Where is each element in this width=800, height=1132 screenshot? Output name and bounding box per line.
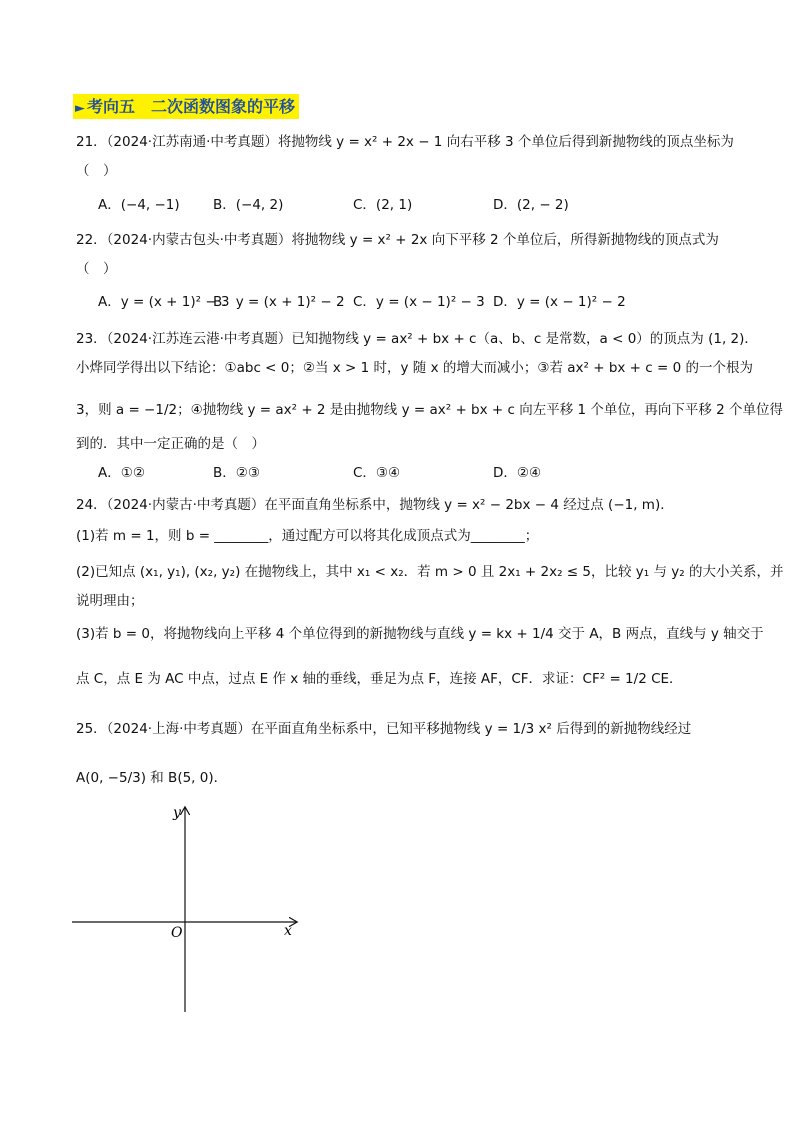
q23-stem-line3: 3，则 a = −1/2；④抛物线 y = ax² + 2 是由抛物线 y = ax² + bx + c 向左平移 1 个单位，再向下平移 2 个单位得 [76,402,784,418]
q24-part3-line2: 点 C，点 E 为 AC 中点，过点 E 作 x 轴的垂线，垂足为点 F，连接 AF，CF．求证：CF² = 1/2 CE． [76,671,683,687]
q22-option-b: B．y = (x + 1)² − 2 [213,294,345,310]
q23-option-c: C．③④ [353,465,401,481]
q21-option-d: D．(2, − 2) [493,197,569,213]
q22-option-a: A．y = (x + 1)² − 3 [98,294,230,310]
q24-part2-line2: 说明理由； [76,593,144,609]
q22-option-c: C．y = (x − 1)² − 3 [353,294,485,310]
q24-part3-line1: (3)若 b = 0，将抛物线向上平移 4 个单位得到的新抛物线与直线 y = kx + 1/4 交于 A，B 两点，直线与 y 轴交于 [76,626,764,642]
q23-stem-line2: 小烨同学得出以下结论：①abc < 0；②当 x > 1 时，y 随 x 的增大而减小；③若 ax² + bx + c = 0 的一个根为 [76,360,753,376]
q24-part2-line1: (2)已知点 (x₁, y₁), (x₂, y₂) 在抛物线上，其中 x₁ < x₂．若 m > 0 且 2x₁ + 2x₂ ≤ 5，比较 y₁ 与 y₂ 的大小关系，并 [76,564,784,580]
q21-stem: 21．（2024·江苏南通·中考真题）将抛物线 y = x² + 2x − 1 向右平移 3 个单位后得到新抛物线的顶点坐标为 [76,134,734,150]
q23-option-b: B．②③ [213,465,260,481]
q21-option-b: B．(−4, 2) [213,197,284,213]
q22-paren: （ ） [76,261,117,277]
origin-label: O [171,925,183,941]
q21-paren: （ ） [76,163,117,179]
q23-stem-line4: 到的．其中一定正确的是（ ） [76,436,265,452]
y-axis-label: y [173,805,181,821]
q23-stem-line1: 23．（2024·江苏连云港·中考真题）已知抛物线 y = ax² + bx + c（a、b、c 是常数，a < 0）的顶点为 (1, 2)． [76,331,758,347]
q23-option-d: D．②④ [493,465,542,481]
q22-option-d: D．y = (x − 1)² − 2 [493,294,626,310]
q24-stem: 24．（2024·内蒙古·中考真题）在平面直角坐标系中，抛物线 y = x² − 2bx − 4 经过点 (−1, m)． [76,497,674,513]
q21-option-c: C．(2, 1) [353,197,413,213]
q24-part1: (1)若 m = 1，则 b = ________，通过配方可以将其化成顶点式为________； [76,528,539,544]
x-axis-label: x [284,923,292,939]
q21-option-a: A．(−4, −1) [98,197,180,213]
q25-stem-line1: 25．（2024·上海·中考真题）在平面直角坐标系中，已知平移抛物线 y = 1/3 x² 后得到的新抛物线经过 [76,721,692,737]
q22-stem: 22．（2024·内蒙古包头·中考真题）将抛物线 y = x² + 2x 向下平移 2 个单位后，所得新抛物线的顶点式为 [76,232,719,248]
section-title: 考向五 二次函数图象的平移 [87,97,296,116]
q25-stem-line2: A(0, −5/3) 和 B(5, 0)． [76,770,228,786]
triangle-marker-icon: ► [75,101,85,116]
q23-option-a: A．①② [98,465,145,481]
